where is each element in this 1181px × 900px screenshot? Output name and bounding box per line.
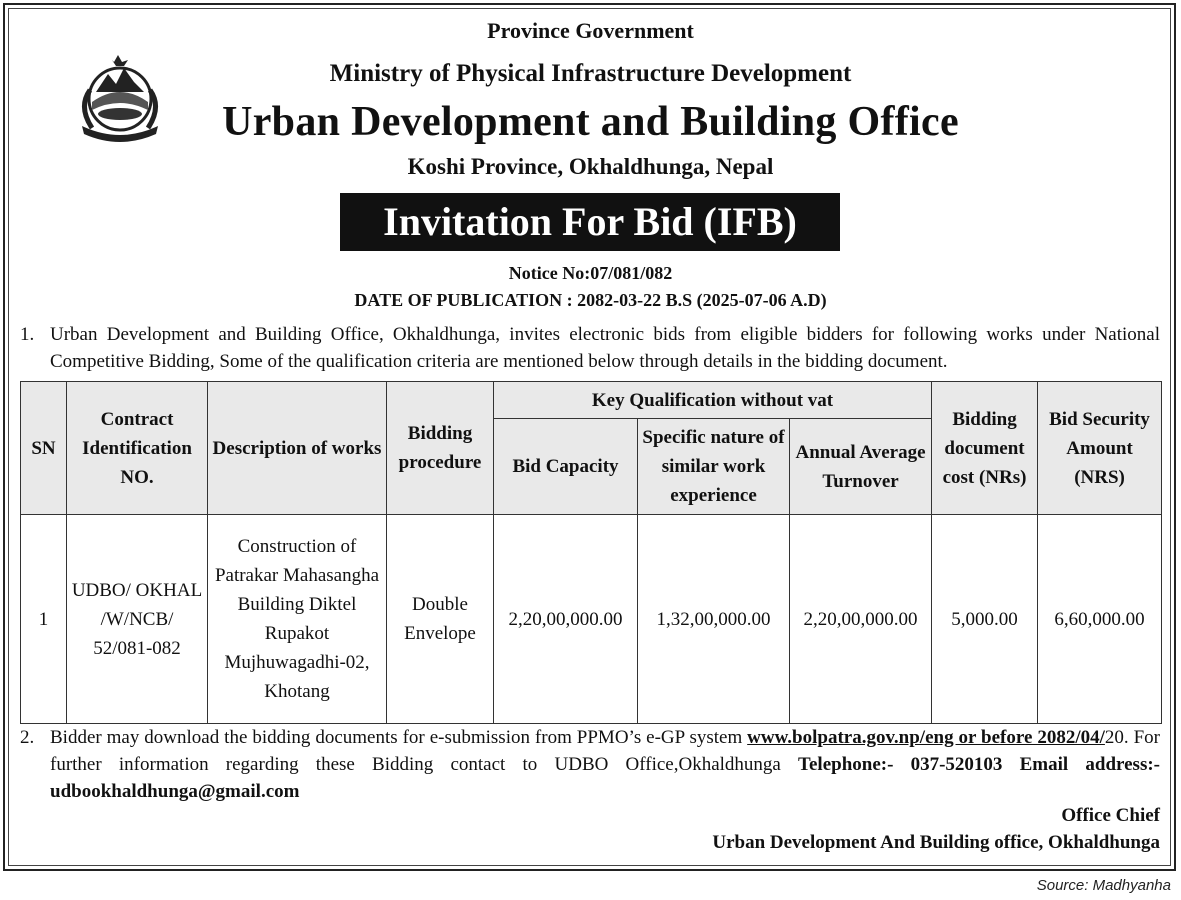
paragraph-1-text: Urban Development and Building Office, Okhaldhunga, invites electronic bids from eligible bidders for following works under National Competitive Bidding, Some of the qualification criteria are mentioned below through details in the bidding document. [50,324,1160,372]
cell-doc-cost: 5,000.00 [932,515,1038,724]
cell-bid-capacity: 2,20,00,000.00 [494,515,638,724]
bid-table [20,381,1162,724]
cell-procedure: Double Envelope [387,515,494,724]
cell-sn: 1 [21,515,67,724]
table-row [21,515,1162,724]
header-bid-capacity: Bid Capacity [494,419,638,515]
header-description: Description of works [208,382,387,515]
office-title: Urban Development and Building Office [222,99,959,145]
publication-date: DATE OF PUBLICATION : 2082-03-22 B.S (2025-07-06 A.D) [354,290,827,310]
cell-specific-nature: 1,32,00,000.00 [638,515,790,724]
header-contract-id: Contract Identification NO. [67,382,208,515]
province-government-heading: Province Government [487,18,694,43]
signature-title: Office Chief [1061,805,1160,826]
cell-bid-security: 6,60,000.00 [1038,515,1162,724]
paragraph-1-number: 1. [20,324,35,345]
cell-annual-turnover: 2,20,00,000.00 [790,515,932,724]
header-key-qualification: Key Qualification without vat [494,382,932,419]
header-specific-nature: Specific nature of similar work experience [638,419,790,515]
ministry-heading: Ministry of Physical Infrastructure Development [329,60,852,87]
office-location: Koshi Province, Okhaldhunga, Nepal [407,154,774,179]
header-annual-turnover: Annual Average Turnover [790,419,932,515]
cell-description: Construction of Patrakar Mahasangha Building Diktel Rupakot Mujhuwagadhi-02, Khotang [208,515,387,724]
cell-contract-id: UDBO/ OKHAL /W/NCB/ 52/081-082 [67,515,208,724]
contact-details: Telephone:- 037-520103 Email address:- udbookhaldhunga@gmail.com [50,754,1160,802]
notice-number: Notice No:07/081/082 [508,263,673,283]
header-sn: SN [21,382,67,515]
paragraph-1 [20,321,1160,375]
header-procedure: Bidding procedure [387,382,494,515]
ifb-title-banner: Invitation For Bid (IFB) [340,193,840,251]
bolpatra-link[interactable]: www.bolpatra.gov.np/eng or before 2082/04/ [747,727,1105,748]
header-doc-cost: Bidding document cost (NRs) [932,382,1038,515]
paragraph-2-text-b: 20. For further information regarding these Bidding contact to UDBO Office,Okhaldhunga [50,727,1160,775]
paragraph-2-text-a: Bidder may download the bidding documents for e-submission from PPMO’s e-GP system [50,727,748,748]
source-credit: Source: Madhyanha [1036,877,1171,894]
paragraph-2-number: 2. [20,727,35,748]
paragraph-2 [20,724,1160,805]
signature-office: Urban Development And Building office, Okhaldhunga [712,832,1160,853]
header-bid-security: Bid Security Amount (NRS) [1038,382,1162,515]
